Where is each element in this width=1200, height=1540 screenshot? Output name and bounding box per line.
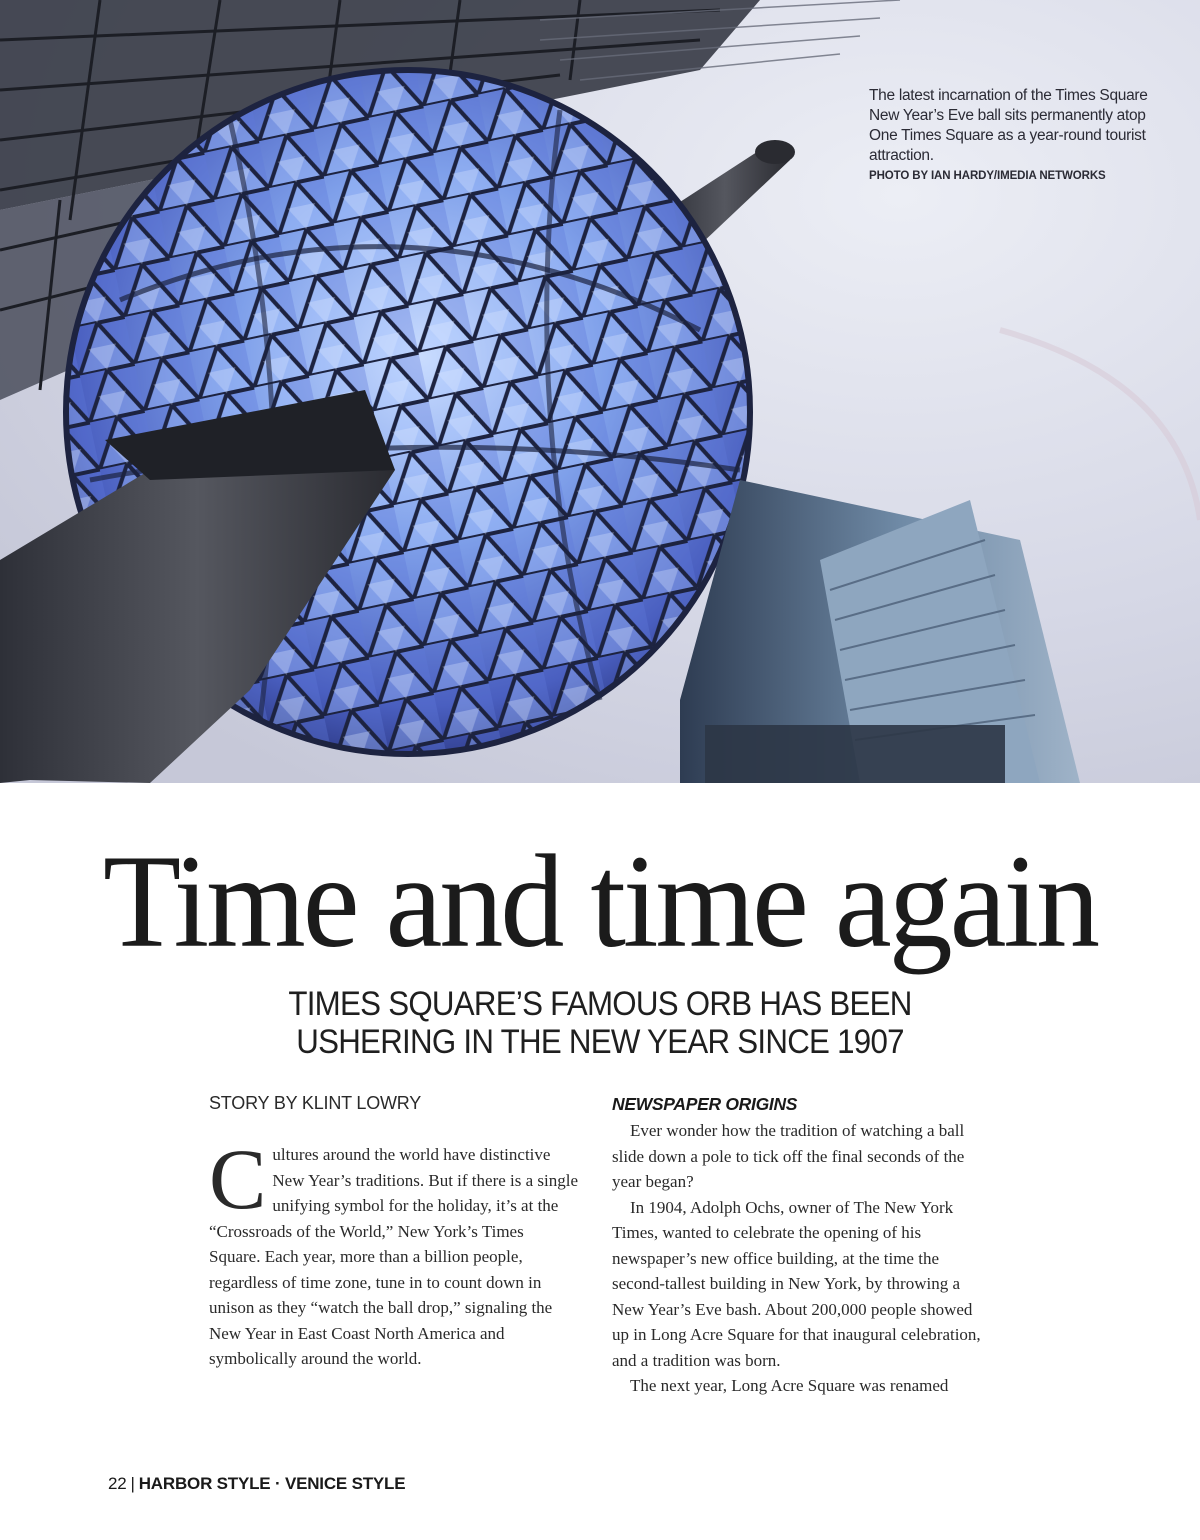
article-column-right	[612, 1093, 984, 1399]
body-paragraph-1: Ever wonder how the tradition of watching a ball slide down a pole to tick off the final seconds of the year began?	[612, 1121, 965, 1191]
page-number: 22	[108, 1474, 127, 1493]
page-footer	[108, 1474, 405, 1494]
subhead-line-2: USHERING IN THE NEW YEAR SINCE 1907	[296, 1023, 904, 1061]
footer-separator: |	[130, 1474, 135, 1493]
article-subhead	[48, 985, 1152, 1061]
article-headline: Time and time again	[102, 827, 1098, 975]
section-heading: NEWSPAPER ORIGINS	[612, 1094, 798, 1114]
caption-text: The latest incarnation of the Times Square New Year’s Eve ball sits permanently atop One Times Square as a year-round tourist attraction.	[869, 87, 1148, 164]
article-column-left	[209, 1131, 579, 1372]
body-paragraph-3: The next year, Long Acre Square was renamed	[630, 1376, 949, 1395]
body-paragraph-2: In 1904, Adolph Ochs, owner of The New York Times, wanted to celebrate the opening of his newspaper’s new office building, at the time the second-tallest building in New York, by throwing a New Year’s Eve bash. About 200,000 people showed up in Long Acre Square for that inaugural celebration, and a tradition was born.	[612, 1197, 981, 1370]
publication-name: HARBOR STYLE · VENICE STYLE	[138, 1474, 406, 1493]
photo-credit: PHOTO BY IAN HARDY/IMEDIA NETWORKS	[869, 170, 1106, 182]
intro-paragraph: ultures around the world have distinctive New Year’s traditions. But if there is a single unifying symbol for the holiday, it’s at the “Crossroads of the World,” New York’s Times Square. Each year, more than a billion people, regardless of time zone, tune in to count down in unison as they “watch the ball drop,” signaling the New Year in East Coast North America and symbolically around the world.	[209, 1145, 579, 1368]
byline: STORY BY KLINT LOWRY	[209, 1093, 422, 1113]
photo-caption	[869, 86, 1169, 185]
subhead-line-1: TIMES SQUARE’S FAMOUS ORB HAS BEEN	[288, 985, 912, 1023]
drop-cap: C	[209, 1131, 267, 1227]
